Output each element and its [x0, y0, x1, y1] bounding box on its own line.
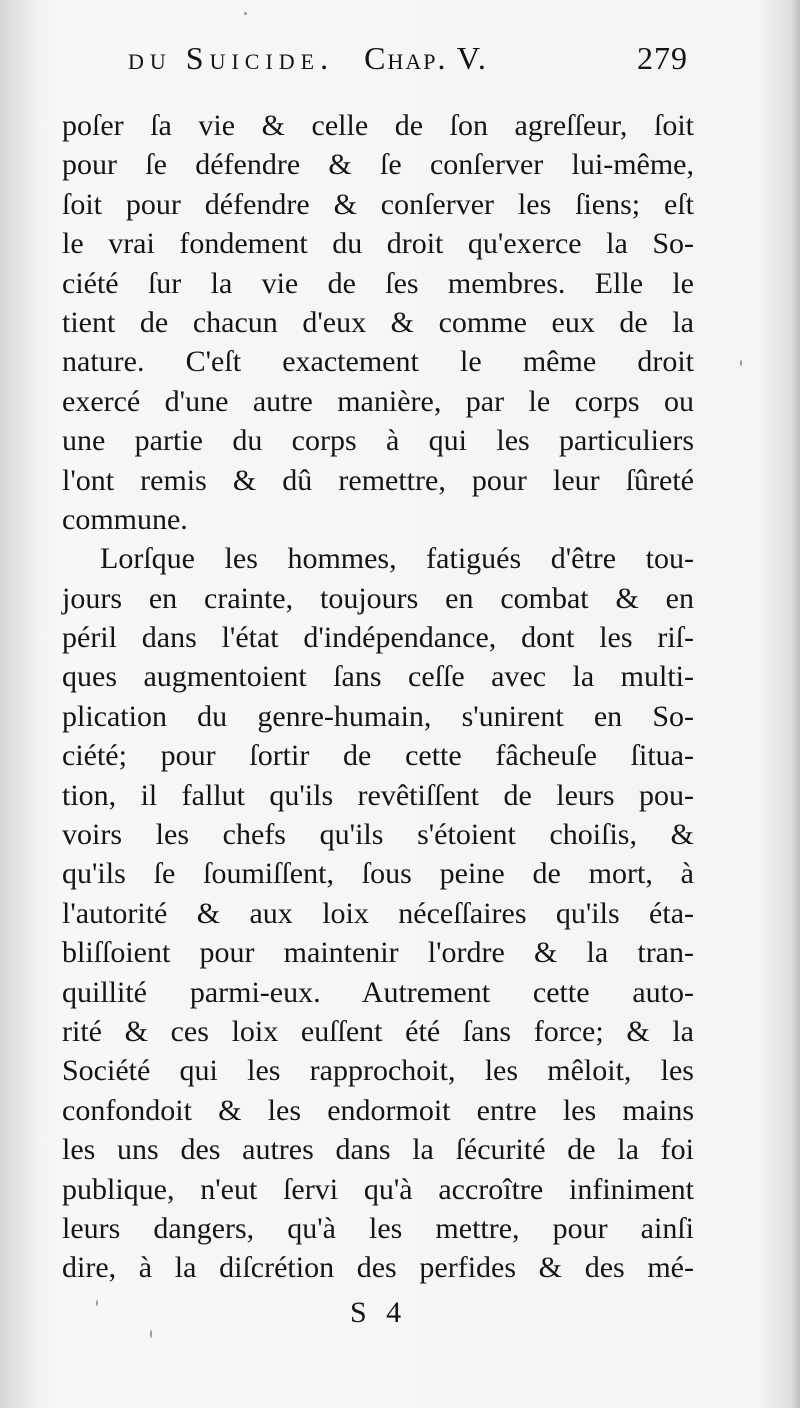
text-line: l'ont remis & dû remettre, pour leur ſûreté: [62, 463, 694, 497]
text-line: publique, n'eut ſervi qu'à accroître infiniment: [62, 1172, 694, 1206]
text-line: ques augmentoient ſans ceſſe avec la multi-: [62, 660, 694, 694]
signature-mark: S 4: [350, 1296, 408, 1329]
text-line: jours en crainte, toujours en combat & en: [62, 581, 694, 615]
text-line: tion, il fallut qu'ils revêtiſſent de leurs pou-: [62, 778, 694, 812]
text-line: confondoit & les endormoit entre les mains: [62, 1093, 694, 1127]
text-line: ciété ſur la vie de ſes membres. Elle le: [62, 266, 694, 300]
text-line: commune.: [62, 502, 188, 536]
text-line: tient de chacun d'eux & comme eux de la: [62, 305, 694, 339]
paragraph-first-line: Lorſque les hommes, fatigués d'être tou-: [100, 542, 694, 576]
text-line: qu'ils ſe ſoumiſſent, ſous peine de mort, à: [62, 857, 694, 891]
paper-speck: [244, 12, 247, 15]
paper-speck: [150, 1330, 152, 1338]
text-line: dire, à la diſcrétion des perfides & des mé-: [62, 1251, 694, 1285]
text-line: quillité parmi-eux. Autrement cette auto-: [62, 975, 694, 1009]
text-line: rité & ces loix euſſent été ſans force; & la: [62, 1014, 694, 1048]
text-line: nature. C'eſt exactement le même droit: [62, 345, 694, 379]
paper-speck: [96, 1300, 98, 1306]
text-line: ciété; pour ſortir de cette fâcheuſe ſitua-: [62, 739, 694, 773]
text-line: le vrai fondement du droit qu'exerce la So-: [62, 227, 694, 261]
text-line: exercé d'une autre manière, par le corps ou: [62, 384, 694, 418]
text-line: voirs les chefs qu'ils s'étoient choiſis, &: [62, 818, 694, 852]
text-line: les uns des autres dans la ſécurité de la foi: [62, 1133, 694, 1167]
paper-speck: [740, 360, 742, 366]
text-line: poſer ſa vie & celle de ſon agreſſeur, ſoit: [62, 109, 694, 142]
page-number: 279: [637, 40, 688, 76]
text-line: bliſſoient pour maintenir l'ordre & la tran-: [62, 936, 694, 970]
body-text: [62, 106, 694, 1288]
text-line: pour ſe défendre & ſe conſerver lui-même,: [62, 148, 694, 182]
text-line: plication du genre-humain, s'unirent en So-: [62, 699, 694, 733]
running-head: [128, 40, 688, 100]
text-line: péril dans l'état d'indépendance, dont les riſ-: [62, 621, 694, 655]
page-gutter-shadow: [0, 0, 30, 1408]
text-line: ſoit pour défendre & conſerver les ſiens; eſt: [62, 187, 694, 221]
text-line: Société qui les rapprochoit, les mêloit, les: [62, 1054, 694, 1088]
text-line: leurs dangers, qu'à les mettre, pour ainſi: [62, 1211, 694, 1245]
text-line: l'autorité & aux loix néceſſaires qu'ils éta-: [62, 896, 694, 930]
text-line: une partie du corps à qui les particuliers: [62, 424, 694, 458]
running-head-title: du Suicide.: [128, 40, 335, 76]
running-head-chapter: Chap. V.: [364, 40, 488, 76]
